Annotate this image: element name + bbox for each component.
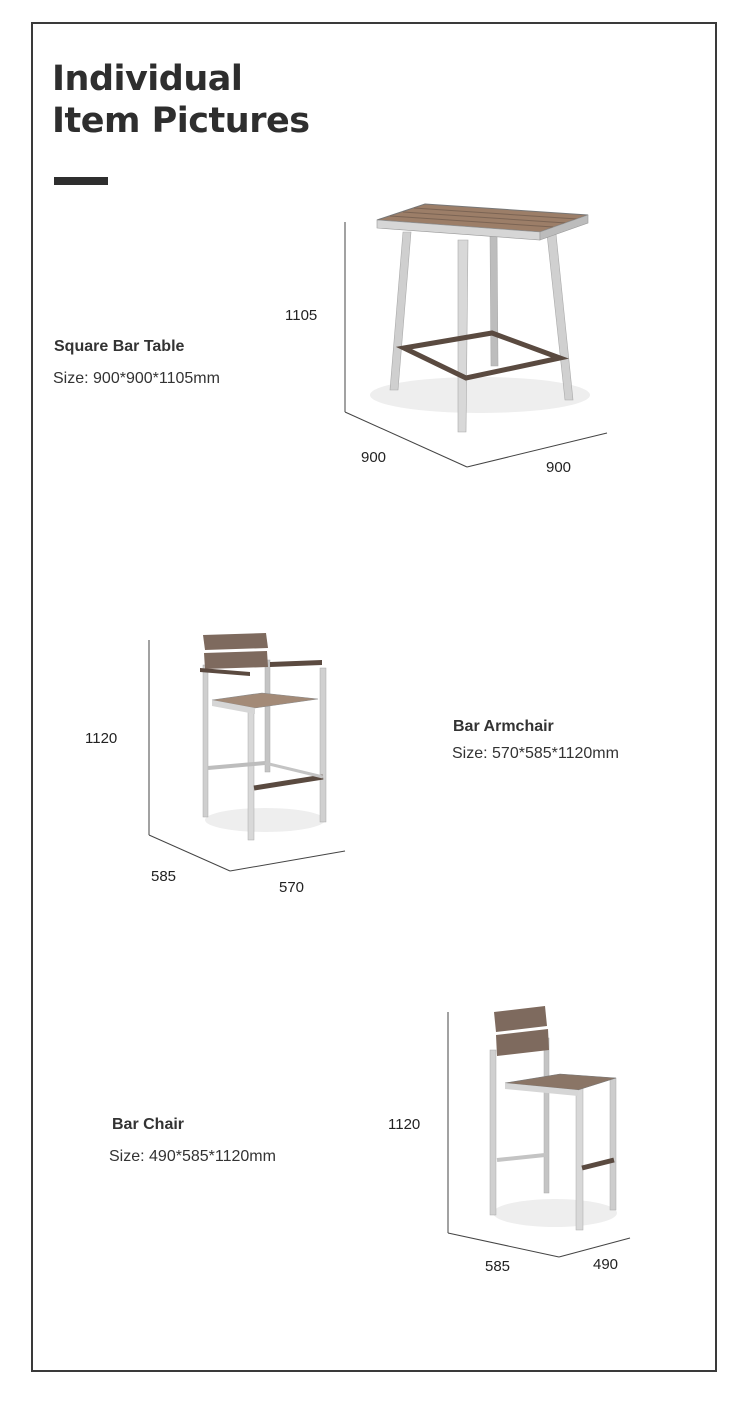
- bar-chair-image: [490, 1006, 617, 1230]
- dim-depth-table: 900: [361, 449, 387, 466]
- square-bar-table-image: [370, 204, 590, 432]
- title-line-2: Item Pictures: [52, 101, 310, 141]
- bar-armchair-image: [200, 633, 326, 840]
- dim-width-table: 900: [546, 459, 572, 476]
- item-size-bar-armchair: Size: 570*585*1120mm: [452, 745, 619, 762]
- dim-height-table: 1105: [285, 307, 318, 324]
- dim-depth-armchair: 585: [151, 868, 177, 885]
- item-name-bar-armchair: Bar Armchair: [453, 718, 554, 735]
- dim-height-bar-chair: 1120: [388, 1116, 421, 1133]
- item-size-bar-chair: Size: 490*585*1120mm: [109, 1148, 276, 1165]
- table-dimension-lines: [345, 222, 607, 467]
- title-line-1: Individual: [52, 59, 243, 99]
- dim-width-armchair: 570: [279, 879, 305, 896]
- dim-depth-bar-chair: 585: [485, 1258, 511, 1275]
- item-name-square-bar-table: Square Bar Table: [54, 338, 185, 355]
- dim-width-bar-chair: 490: [593, 1256, 619, 1273]
- item-name-bar-chair: Bar Chair: [112, 1116, 185, 1133]
- dim-height-armchair: 1120: [85, 730, 118, 747]
- item-size-square-bar-table: Size: 900*900*1105mm: [53, 370, 220, 387]
